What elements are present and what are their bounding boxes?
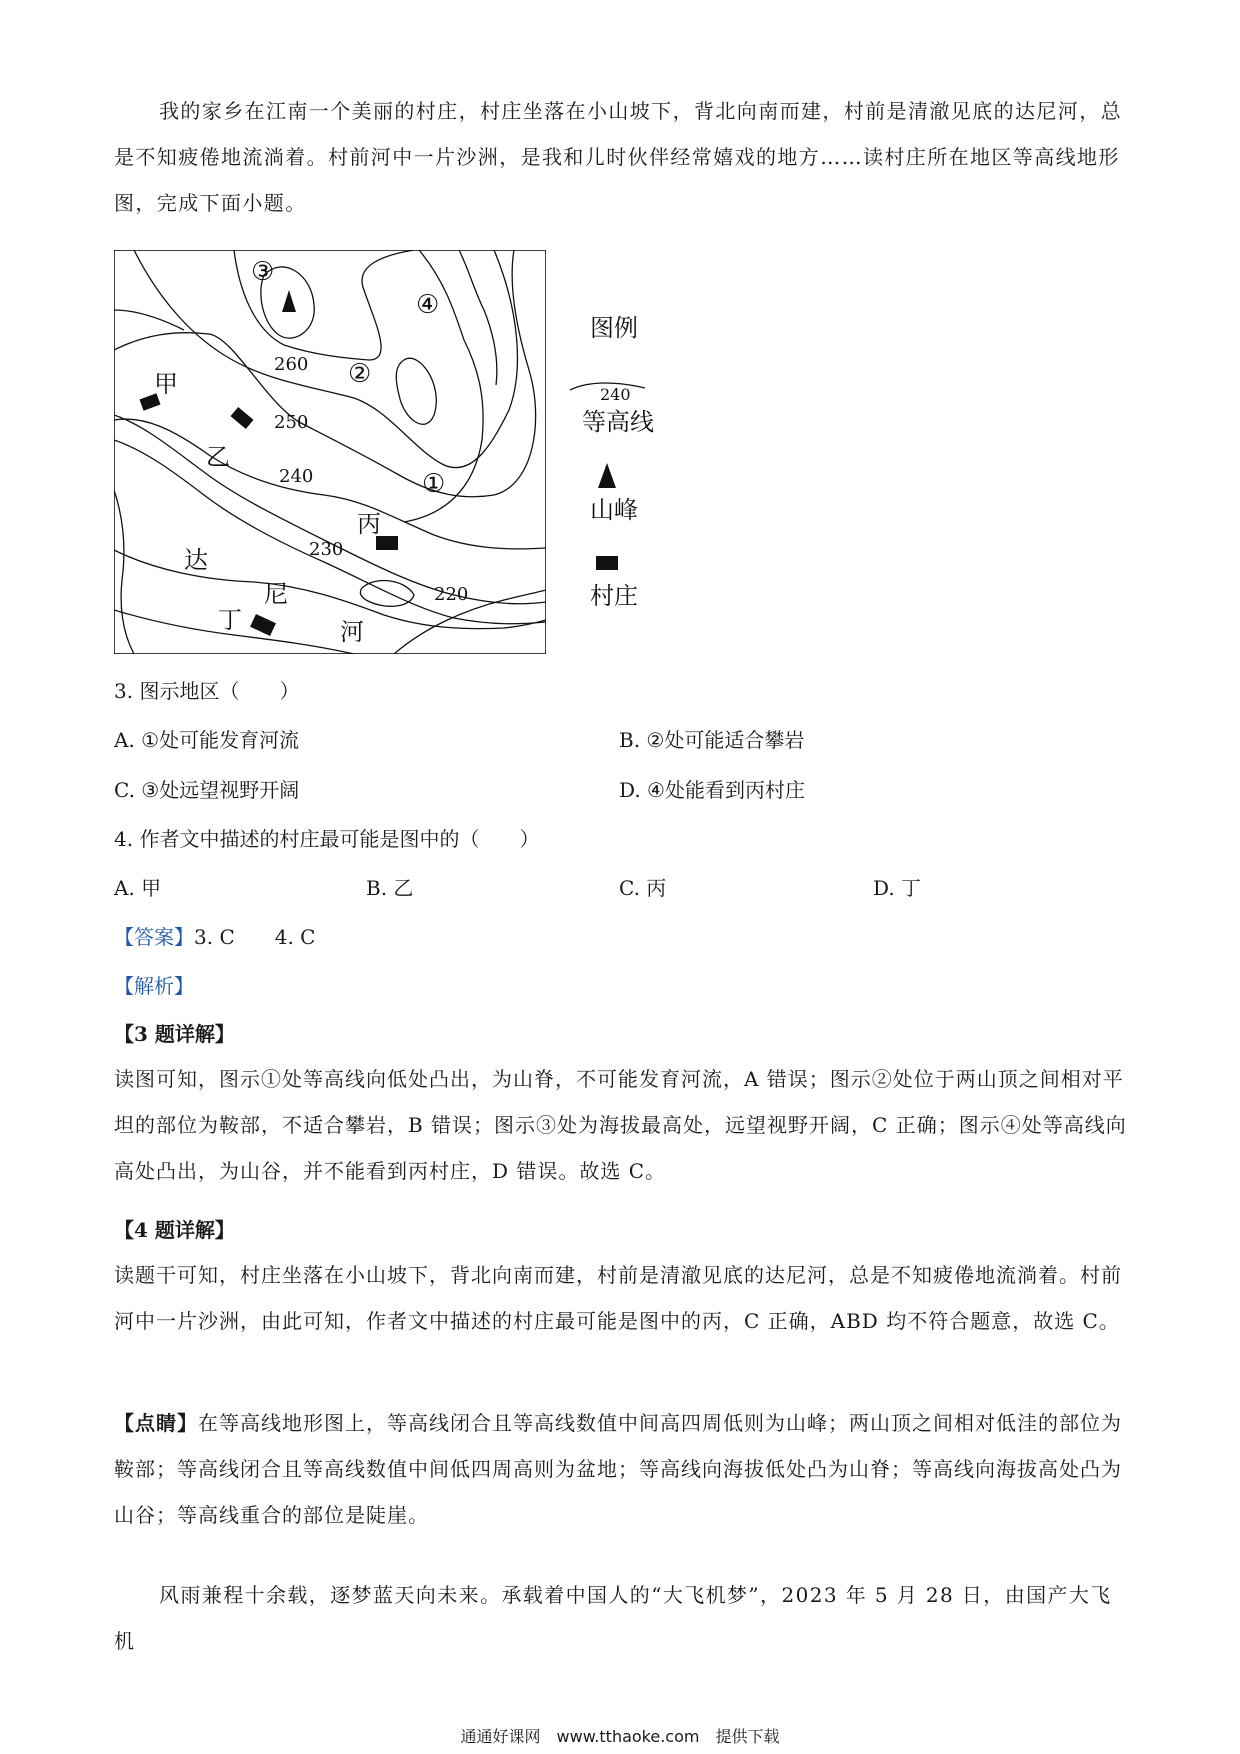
village-bing-icon [376,536,398,550]
detail-3-text: 读图可知，图示①处等高线向低处凸出，为山脊，不可能发育河流，A 错误；图示②处位于两山顶之间相对平坦的部位为鞍部，不适合攀岩，B 错误；图示③处为海拔最高处，远望视野开阔，C 正确；图示④处等高线向高处凸出，为山谷，并不能看到丙村庄，D 错误。故选 C。 [114,1067,1127,1183]
q4-option-c: C. 丙 [619,876,667,900]
legend-contour-value: 240 [600,385,631,404]
next-paragraph: 风雨兼程十余载，逐梦蓝天向未来。承载着中国人的“大飞机梦”，2023 年 5 月 28 日，由国产大飞机 [114,1583,1112,1653]
q3-option-b: B. ②处可能适合攀岩 [619,728,805,752]
q3-option-d: D. ④处能看到丙村庄 [619,778,805,802]
legend-village-icon [596,556,618,570]
contour-label-240: 240 [279,466,314,487]
intro-paragraph: 我的家乡在江南一个美丽的村庄，村庄坐落在小山坡下，背北向南而建，村前是清澈见底的达尼河，总是不知疲倦地流淌着。村前河中一片沙洲，是我和儿时伙伴经常嬉戏的地方……读村庄所在地区等高线地形图，完成下面小题。 [114,99,1122,215]
village-jia-label: 甲 [154,370,178,398]
legend-village-label: 村庄 [590,582,638,610]
tip-paragraph [114,1400,1130,1538]
q3-option-a: A. ①处可能发育河流 [114,728,300,752]
q4-option-a: A. 甲 [114,876,162,900]
contour-map [114,250,546,654]
q3-option-c: C. ③处远望视野开阔 [114,778,300,802]
river-char-ni: 尼 [264,580,288,608]
contour-label-220: 220 [434,584,469,605]
river-char-he: 河 [340,618,364,646]
legend-contour-label: 等高线 [582,408,654,436]
point-1-label: ① [422,469,446,499]
q4-stem: 4. 作者文中描述的村庄最可能是图中的（ ） [114,827,540,851]
point-3-label: ③ [251,257,275,287]
tip-label: 【点睛】 [114,1411,198,1435]
point-2-label: ② [348,359,372,389]
contour-label-250: 250 [274,412,309,433]
detail-4-text: 读题干可知，村庄坐落在小山坡下，背北向南而建，村前是清澈见底的达尼河，总是不知疲倦地流淌着。村前河中一片沙洲，由此可知，作者文中描述的村庄最可能是图中的丙，C 正确，ABD 均不符合题意，故选 C。 [114,1263,1122,1333]
point-4-label: ④ [416,290,440,320]
river-char-da: 达 [184,546,208,574]
answer-label: 【答案】 [114,925,194,949]
legend-title: 图例 [590,314,638,342]
q3-stem: 3. 图示地区（ ） [114,679,300,703]
village-yi-label: 乙 [206,443,230,471]
q4-option-b: B. 乙 [366,876,414,900]
village-ding-label: 丁 [218,606,242,634]
detail-4-label: 【4 题详解】 [114,1218,235,1242]
answer-text: 3. C 4. C [194,925,316,949]
analysis-label: 【解析】 [114,974,194,998]
tip-text: 在等高线地形图上，等高线闭合且等高线数值中间高四周低则为山峰；两山顶之间相对低洼的部位为鞍部；等高线闭合且等高线数值中间低四周高则为盆地；等高线向海拔低处凸为山脊；等高线向海拔高处凸为山谷；等高线重合的部位是陡崖。 [114,1411,1122,1527]
answer-line [114,921,315,950]
q4-option-d: D. 丁 [873,876,922,900]
page-footer: 通通好课网 www.tthaoke.com 提供下载 [460,1727,780,1746]
legend-peak-icon [598,463,616,488]
village-bing-label: 丙 [357,510,381,538]
map-legend [560,300,690,620]
legend-peak-label: 山峰 [590,496,638,524]
contour-label-230: 230 [309,539,344,560]
contour-label-260: 260 [274,354,309,375]
detail-3-label: 【3 题详解】 [114,1022,235,1046]
